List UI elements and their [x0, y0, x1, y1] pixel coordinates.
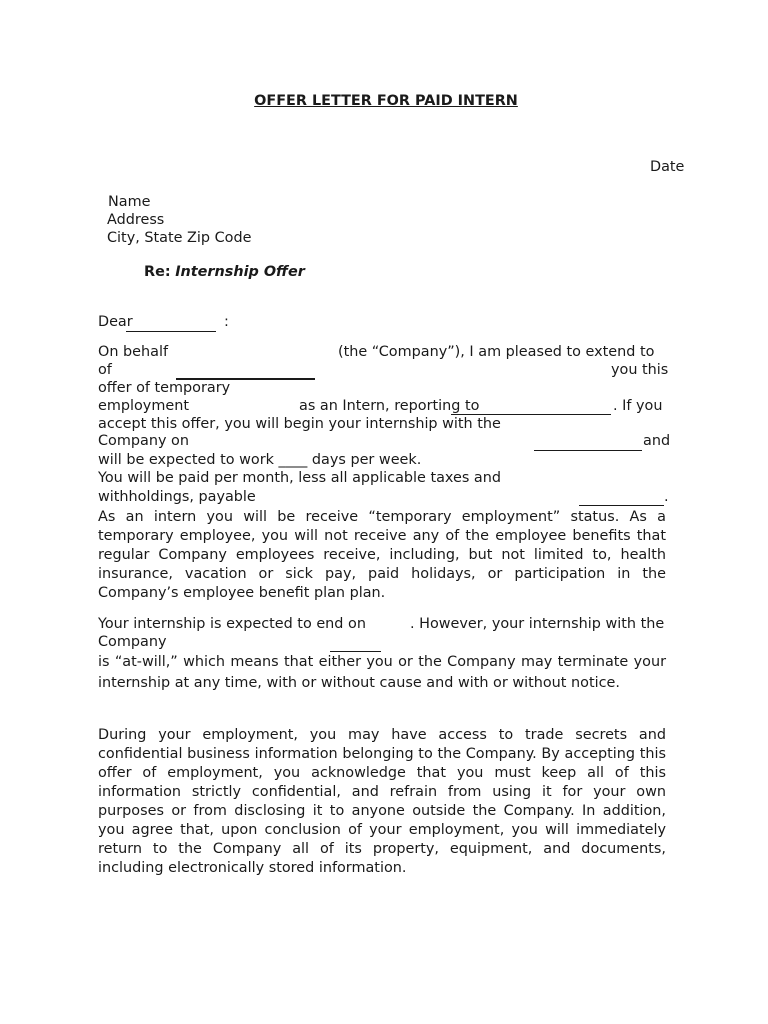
recipient-address: Address	[107, 212, 165, 228]
subject-line	[144, 264, 305, 280]
date-field: Date	[650, 159, 685, 175]
offer-text: you this	[611, 362, 669, 378]
supervisor-blank	[451, 414, 611, 415]
offer-text: of	[98, 362, 112, 378]
offer-text: .	[664, 489, 669, 505]
start-date-blank	[534, 450, 642, 451]
offer-text: . If you	[613, 398, 663, 414]
salutation-colon: :	[224, 314, 229, 330]
offer-text: withholdings, payable	[98, 489, 256, 505]
salutation-dear: Dear	[98, 314, 133, 330]
at-will-text: Company	[98, 634, 167, 650]
subject-label: Re:	[144, 264, 171, 280]
document-title: OFFER LETTER FOR PAID INTERN	[254, 93, 518, 109]
offer-text: offer of temporary	[98, 380, 231, 396]
offer-text: On behalf	[98, 344, 169, 360]
salutation-blank	[126, 331, 216, 332]
at-will-text: Your internship is expected to end on	[98, 616, 366, 632]
offer-text: employment	[98, 398, 189, 414]
offer-text: (the “Company”), I am pleased to extend to	[338, 344, 655, 360]
offer-text: accept this offer, you will begin your internship with the	[98, 416, 501, 432]
offer-text: as an Intern, reporting to	[299, 398, 480, 414]
pay-schedule-blank	[579, 505, 664, 506]
recipient-name: Name	[108, 194, 151, 210]
at-will-text: . However, your internship with the	[410, 616, 665, 632]
paragraph-temporary-status: As an intern you will be receive “temporary employment” status. As a temporary employee, you will not receive any of the employee benefits that regular Company employees receive, including, but not limited to, health insurance, vacation or sick pay, paid holidays, or participation in the Company’s employee benefit plan plan.	[98, 509, 666, 601]
recipient-city-state-zip: City, State Zip Code	[107, 230, 252, 246]
subject-text: Internship Offer	[175, 264, 305, 280]
at-will-text: is “at-will,” which means that either you or the Company may terminate your internship at any time, with or without cause and with or without notice.	[98, 654, 666, 691]
offer-text: and	[643, 433, 671, 449]
offer-text: You will be paid per month, less all applicable taxes and	[98, 470, 501, 486]
offer-text: Company on	[98, 433, 189, 449]
offer-text: will be expected to work ____ days per week.	[98, 452, 422, 468]
paragraph-confidentiality: During your employment, you may have access to trade secrets and confidential business information belonging to the Company. By accepting this offer of employment, you acknowledge that you must keep all of this information strictly confidential, and refrain from using it for your own purposes or from disclosing it to anyone outside the Company. In addition, you agree that, upon conclusion of your employment, you will immediately return to the Company all of its property, equipment, and documents, including electronically stored information.	[98, 727, 666, 876]
